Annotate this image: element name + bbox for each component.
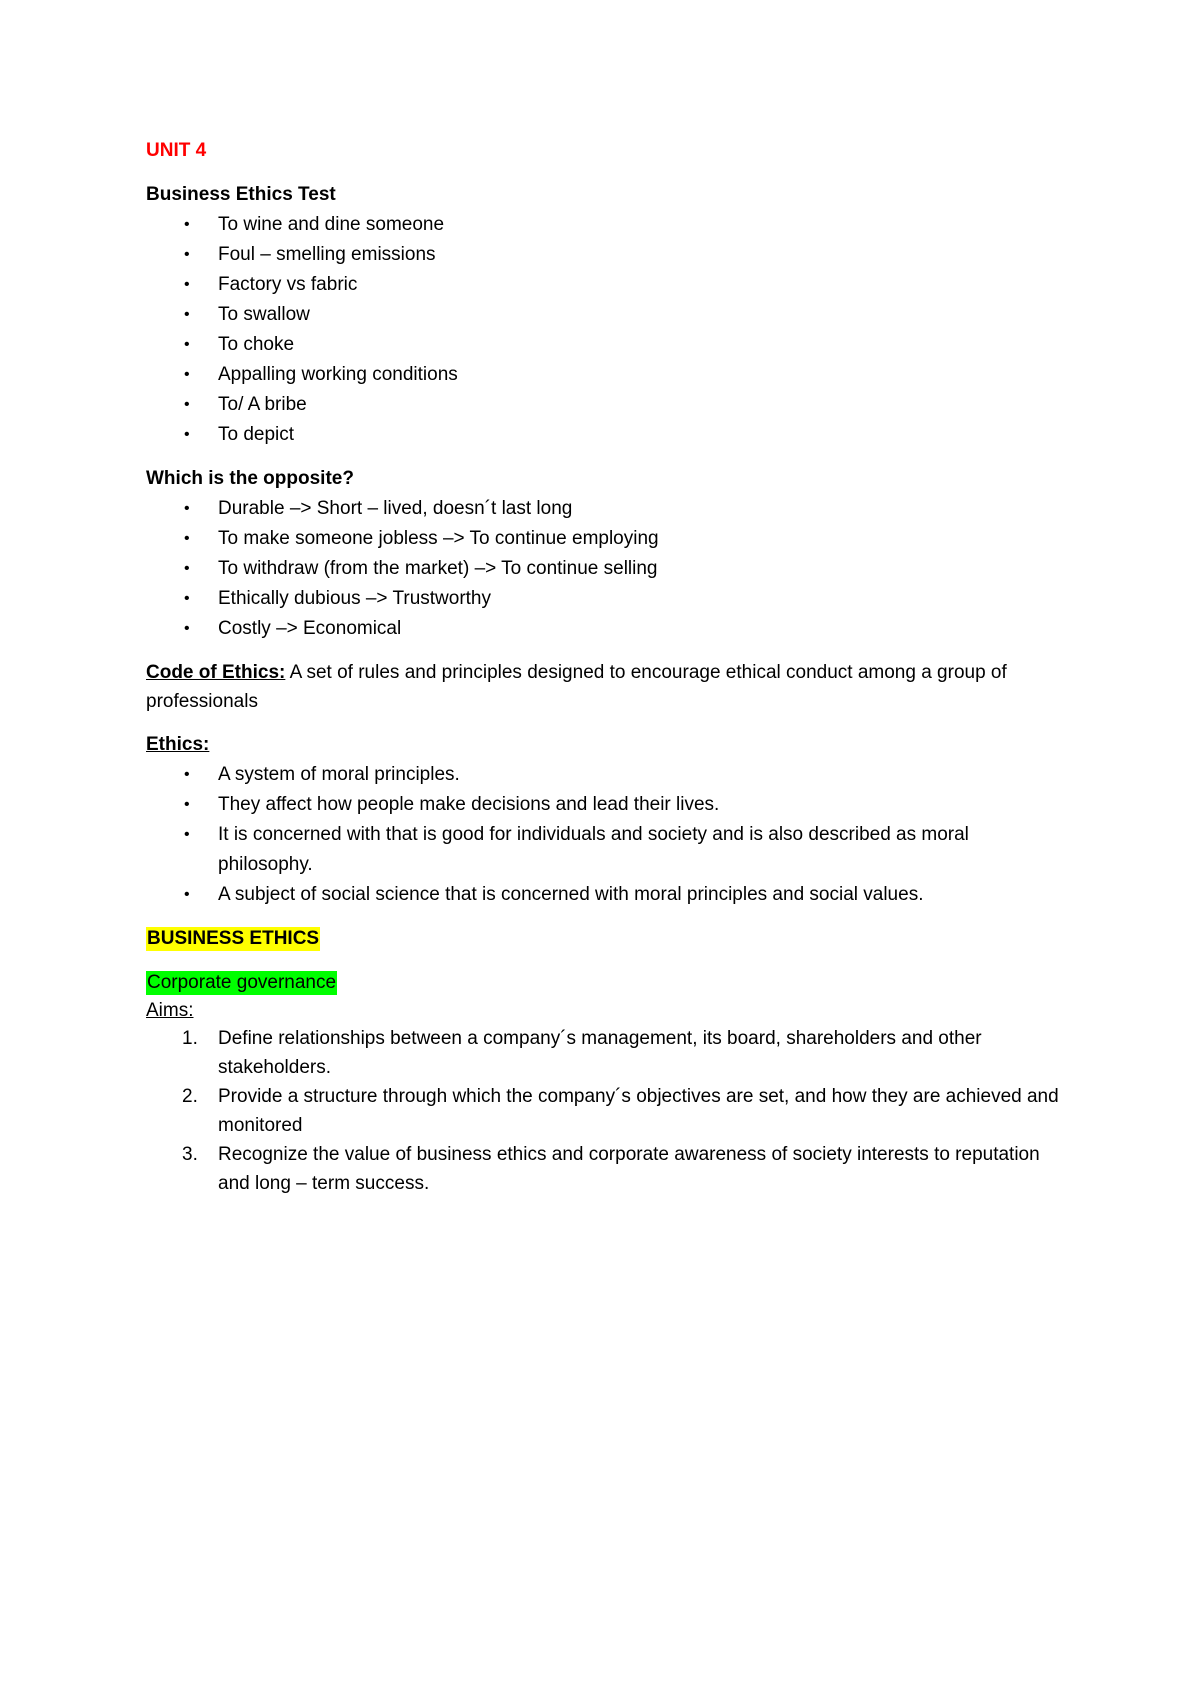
corporate-governance-heading-line: [146, 968, 1066, 998]
list-item: • To choke: [146, 330, 1066, 360]
bullet-icon: •: [184, 306, 190, 323]
aims-list: [146, 1024, 1066, 1198]
bullet-icon: •: [184, 426, 190, 443]
bullet-icon: •: [184, 276, 190, 293]
list-item: • They affect how people make decisions and lead their lives.: [146, 790, 1066, 820]
list-number: 3.: [182, 1144, 198, 1165]
bullet-icon: •: [184, 766, 190, 783]
list-item: • Foul – smelling emissions: [146, 240, 1066, 270]
bullet-icon: •: [184, 530, 190, 547]
spacer: [146, 954, 1066, 968]
list-item: • To depict: [146, 420, 1066, 450]
list-number: 2.: [182, 1086, 198, 1107]
ethics-list: [146, 760, 1066, 910]
business-ethics-heading-line: [146, 924, 1066, 954]
bullet-icon: •: [184, 886, 190, 903]
list-item: • To/ A bribe: [146, 390, 1066, 420]
aims-label: Aims:: [146, 1000, 194, 1021]
bullet-icon: •: [184, 826, 190, 843]
code-of-ethics-definition: [146, 658, 1066, 716]
bullet-icon: •: [184, 796, 190, 813]
code-of-ethics-text: A set of rules and principles designed to encourage ethical conduct among a group of professionals: [146, 662, 1007, 712]
opposite-list: [146, 494, 1066, 644]
bullet-icon: •: [184, 620, 190, 637]
code-of-ethics-label: Code of Ethics:: [146, 662, 286, 683]
business-ethics-test-heading: Business Ethics Test: [146, 184, 336, 205]
opposite-heading: Which is the opposite?: [146, 468, 354, 489]
bullet-icon: •: [184, 336, 190, 353]
ethics-label: Ethics:: [146, 734, 210, 755]
list-item: • A subject of social science that is concerned with moral principles and social values.: [146, 880, 1066, 910]
list-item: • Durable –> Short – lived, doesn´t last long: [146, 494, 1066, 524]
spacer: [146, 644, 1066, 658]
list-item: 1. Define relationships between a company´s management, its board, shareholders and other stakeholders.: [146, 1024, 1066, 1082]
bullet-icon: •: [184, 560, 190, 577]
list-item: • To make someone jobless –> To continue employing: [146, 524, 1066, 554]
list-item: • Appalling working conditions: [146, 360, 1066, 390]
bullet-icon: •: [184, 590, 190, 607]
list-number: 1.: [182, 1028, 198, 1049]
corporate-governance-heading: Corporate governance: [147, 972, 337, 993]
bullet-icon: •: [184, 396, 190, 413]
document-page: [146, 136, 1066, 1198]
list-item: • A system of moral principles.: [146, 760, 1066, 790]
list-item: • Costly –> Economical: [146, 614, 1066, 644]
spacer: [146, 910, 1066, 924]
bullet-icon: •: [184, 500, 190, 517]
unit-title: UNIT 4: [146, 140, 207, 161]
list-item: • To swallow: [146, 300, 1066, 330]
spacer: [146, 716, 1066, 730]
bullet-icon: •: [184, 216, 190, 233]
bullet-icon: •: [184, 366, 190, 383]
bullet-icon: •: [184, 246, 190, 263]
business-ethics-test-list: [146, 210, 1066, 450]
list-item: • Ethically dubious –> Trustworthy: [146, 584, 1066, 614]
ethics-heading: [146, 730, 1066, 760]
list-item: 3. Recognize the value of business ethics and corporate awareness of society interests to reputation and long – term success.: [146, 1140, 1066, 1198]
list-item: 2. Provide a structure through which the company´s objectives are set, and how they are achieved and monitored: [146, 1082, 1066, 1140]
list-item: • To withdraw (from the market) –> To continue selling: [146, 554, 1066, 584]
list-item: • Factory vs fabric: [146, 270, 1066, 300]
spacer: [146, 450, 1066, 464]
list-item: • It is concerned with that is good for individuals and society and is also described as moral philosophy.: [146, 820, 1066, 880]
business-ethics-heading: BUSINESS ETHICS: [147, 928, 320, 949]
list-item: • To wine and dine someone: [146, 210, 1066, 240]
